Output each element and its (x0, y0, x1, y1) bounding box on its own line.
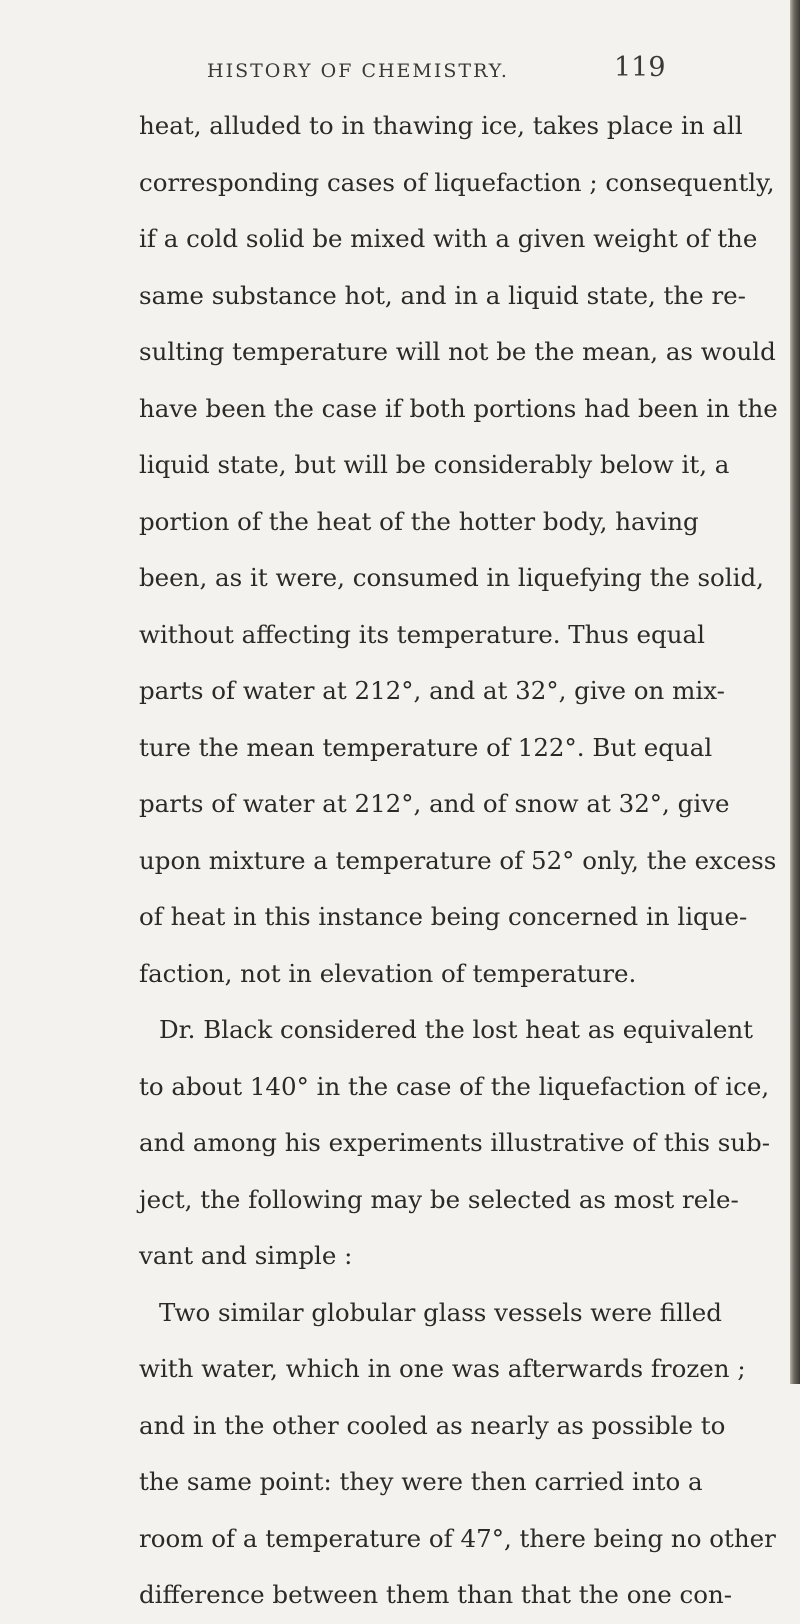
text-line: Dr. Black considered the lost heat as equivalent (159, 1015, 753, 1044)
text-line: liquid state, but will be considerably below it, a (139, 450, 730, 479)
text-line: portion of the heat of the hotter body, having (139, 506, 699, 536)
running-head (0, 52, 790, 92)
text-line: and among his experiments illustrative of this sub- (139, 1128, 771, 1157)
page-number: 119 (614, 52, 666, 83)
text-line: Two similar globular glass vessels were filled (159, 1297, 722, 1327)
text-line: parts of water at 212°, and at 32°, give on mix- (139, 676, 725, 705)
running-title: HISTORY OF CHEMISTRY. (207, 60, 509, 82)
text-line: heat, alluded to in thawing ice, takes place in all (139, 111, 743, 140)
text-line: to about 140° in the case of the liquefaction of ice, (139, 1071, 770, 1101)
text-line: faction, not in elevation of temperature. (139, 958, 637, 988)
text-line: the same point: they were then carried into a (139, 1467, 703, 1496)
text-line: with water, which in one was afterwards frozen ; (139, 1354, 746, 1383)
text-line: ture the mean temperature of 122°. But equal (139, 732, 713, 762)
text-line: room of a temperature of 47°, there being no other (139, 1523, 776, 1553)
text-line: and in the other cooled as nearly as possible to (139, 1410, 726, 1440)
text-line: of heat in this instance being concerned in lique- (139, 902, 748, 931)
text-line: sulting temperature will not be the mean, as would (139, 337, 776, 366)
text-line: been, as it were, consumed in liquefying the solid, (139, 563, 764, 592)
text-line: have been the case if both portions had been in the (139, 393, 778, 423)
book-gutter-edge (790, 0, 800, 1384)
text-line: ject, the following may be selected as most rele- (139, 1184, 739, 1214)
text-line: corresponding cases of liquefaction ; consequently, (139, 167, 775, 197)
text-line: upon mixture a temperature of 52° only, the excess (139, 845, 777, 875)
text-line: without affecting its temperature. Thus equal (139, 619, 705, 649)
text-line: difference between them than that the one con- (139, 1580, 733, 1609)
text-line: if a cold solid be mixed with a given weight of the (139, 224, 758, 253)
text-line: same substance hot, and in a liquid state, the re- (139, 280, 746, 310)
text-line: parts of water at 212°, and of snow at 32°, give (139, 789, 730, 818)
text-line: vant and simple : (139, 1241, 353, 1270)
body-text (139, 98, 778, 1624)
